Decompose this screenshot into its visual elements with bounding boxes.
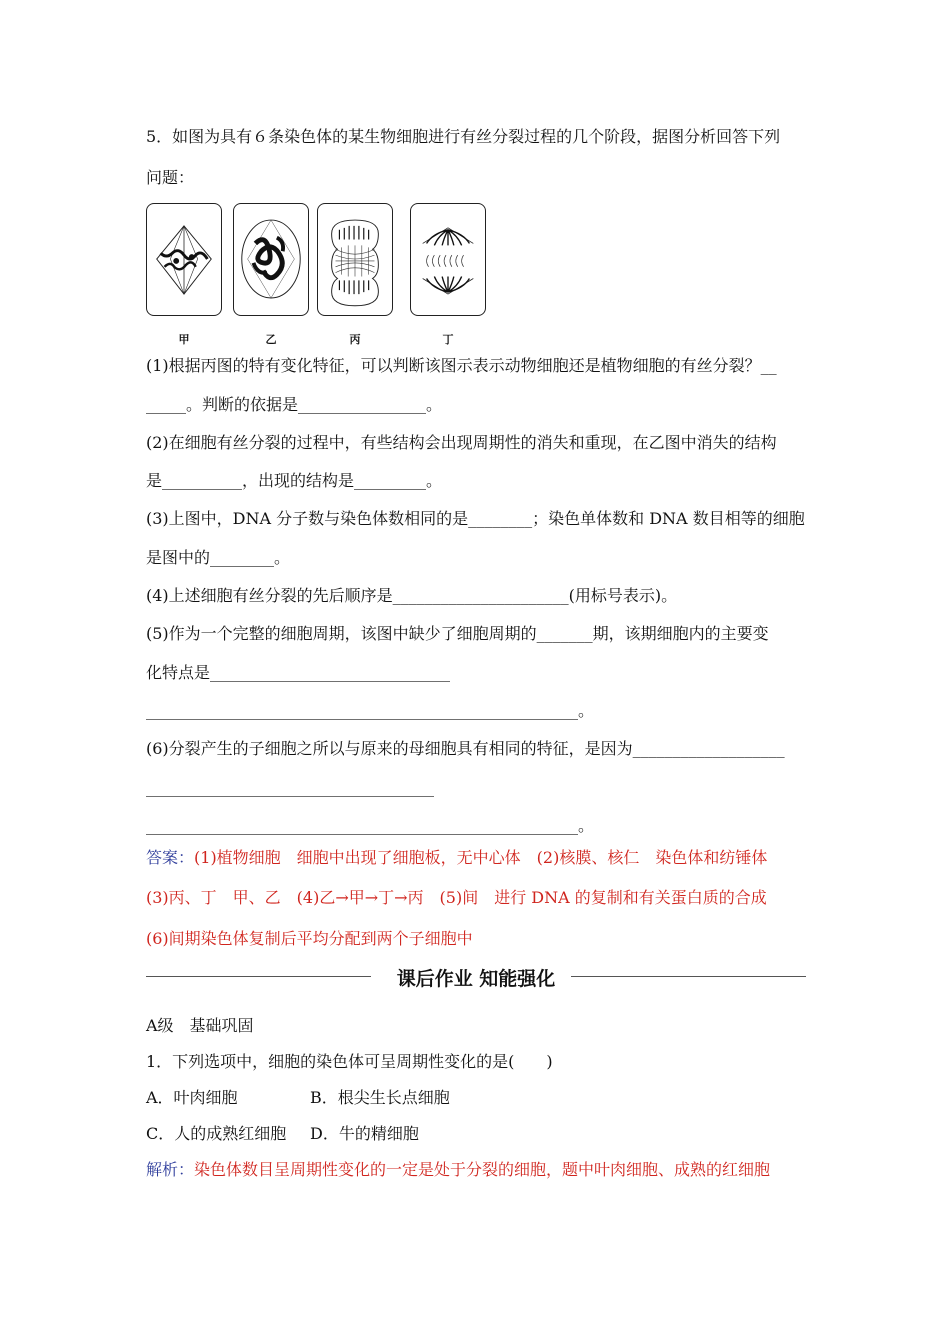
q5-part2-line2: 是__________，出现的结构是_________。	[146, 471, 443, 490]
answer-line1	[146, 848, 767, 868]
answer-line2: (3)丙、丁 甲、乙 (4)乙→甲→丁→丙 (5)间 进行 DNA 的复制和有关蛋白质的合成	[146, 888, 767, 907]
q5-part1-line2: _____。判断的依据是________________。	[146, 395, 443, 414]
level-heading: A级 基础巩固	[146, 1016, 254, 1035]
q5-stem-line1: 5．如图为具有６条染色体的某生物细胞进行有丝分裂过程的几个阶段，据图分析回答下列	[146, 127, 781, 146]
section-banner	[146, 960, 806, 992]
q5-part6-line1: (6)分裂产生的子细胞之所以与原来的母细胞具有相同的特征，是因为___________________	[146, 739, 785, 758]
q5-stem-line2: 问题：	[146, 168, 195, 187]
q5-part2-line1: (2)在细胞有丝分裂的过程中，有些结构会出现周期性的消失和重现，在乙图中消失的结构	[146, 433, 777, 452]
analysis-label: 解析：	[146, 1160, 195, 1179]
q5-part3-line2: 是图中的________。	[146, 548, 291, 567]
figure-label-bing: 丙	[349, 333, 361, 346]
q5-part3-line1: (3)上图中，DNA 分子数与染色体数相同的是________；染色单体数和 DNA 数目相等的细胞	[146, 509, 805, 528]
mitosis-figure	[146, 203, 496, 348]
q1-option-a: A．叶肉细胞	[146, 1088, 238, 1107]
figure-label-yi: 乙	[265, 333, 277, 346]
q5-part5-line2: 化特点是______________________________	[146, 663, 451, 682]
figure-jia	[146, 203, 222, 316]
figure-ding	[410, 203, 486, 316]
q5-part5-line3: ______________________________________________________。	[146, 701, 595, 720]
q1-option-b: B．根尖生长点细胞	[310, 1088, 450, 1107]
answer-line3: (6)间期染色体复制后平均分配到两个子细胞中	[146, 929, 473, 948]
q5-part4: (4)上述细胞有丝分裂的先后顺序是______________________(用标号表示)。	[146, 586, 678, 605]
analysis-line	[146, 1160, 770, 1180]
answer-text1: (1)植物细胞 细胞中出现了细胞板，无中心体 (2)核膜、核仁 染色体和纺锤体	[194, 848, 768, 867]
analysis-text: 染色体数目呈周期性变化的一定是处于分裂的细胞，题中叶肉细胞、成熟的红细胞	[194, 1160, 771, 1179]
q1-option-d: D．牛的精细胞	[310, 1124, 419, 1143]
q5-part6-line3: ______________________________________________________。	[146, 816, 595, 835]
q5-part5-line1: (5)作为一个完整的细胞周期，该图中缺少了细胞周期的_______期，该期细胞内的主要变	[146, 624, 769, 643]
q5-part6-line2: ____________________________________	[146, 778, 434, 797]
figure-label-ding: 丁	[442, 333, 454, 346]
figure-label-jia: 甲	[178, 333, 190, 346]
q5-part1-line1: (1)根据丙图的特有变化特征，可以判断该图示表示动物细胞还是植物细胞的有丝分裂？__	[146, 356, 777, 375]
figure-yi	[233, 203, 309, 316]
figure-bing	[317, 203, 393, 316]
q1-option-c: C．人的成熟红细胞	[146, 1124, 287, 1143]
answer-label: 答案：	[146, 848, 195, 867]
section-title: 课后作业 知能强化	[396, 968, 556, 990]
q1-stem: 1．下列选项中，细胞的染色体可呈周期性变化的是( )	[146, 1052, 553, 1071]
